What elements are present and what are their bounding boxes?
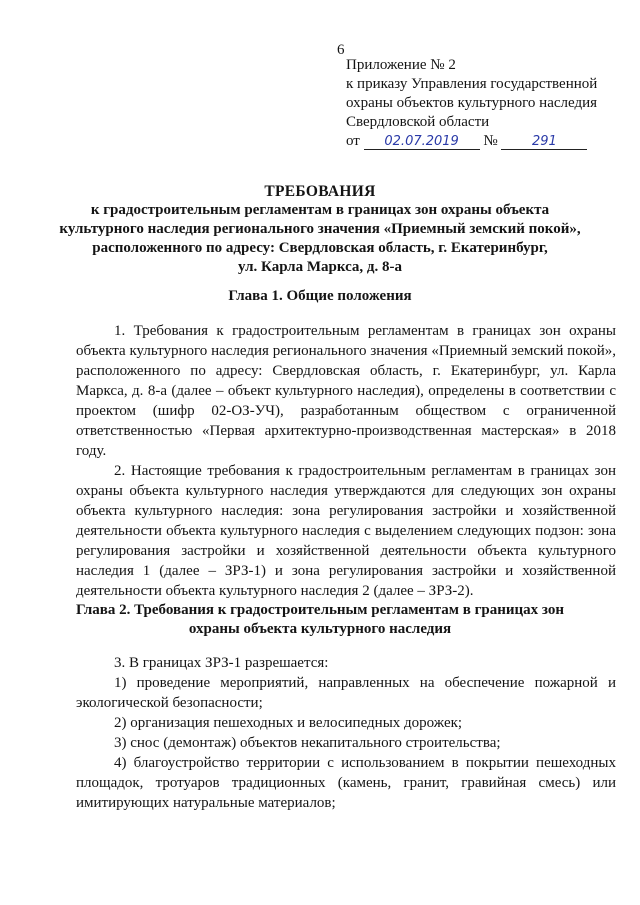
paragraph: 3. В границах ЗРЗ-1 разрешается: xyxy=(114,655,329,671)
number-prefix: № xyxy=(483,133,498,149)
title-line: к градостроительным регламентам в границах зон охраны объекта xyxy=(90,202,550,218)
title-line: ТРЕБОВАНИЯ xyxy=(264,183,376,200)
appendix-line: охраны объектов культурного наследия xyxy=(346,95,598,111)
heading-line: охраны объекта культурного наследия xyxy=(188,621,452,637)
chapter-2-body xyxy=(76,653,616,813)
paragraph: 1. Требования к градостроительным регламентам в границах зон охраны объекта культурного наследия регионального значения «Приемный земский покой», расположенного по адресу: Свердловская область, г. Екатеринбург, ул. Карла Маркса, д. 8-а (далее – объект культурного наследия), определены в соответствии с проектом (шифр 02-ОЗ-УЧ), разработанным обществом с ограниченной ответственностью «Первая архитектурно-производственная мастерская» в 2018 году. xyxy=(76,323,616,459)
appendix-header xyxy=(346,56,597,151)
chapter-2-heading xyxy=(60,601,580,639)
title-line: культурного наследия регионального значения «Приемный земский покой», xyxy=(59,221,581,237)
list-item: 3) снос (демонтаж) объектов некапитального строительства; xyxy=(114,735,501,751)
list-item: 1) проведение мероприятий, направленных на обеспечение пожарной и экологической безопасности; xyxy=(76,675,616,711)
paragraph: 2. Настоящие требования к градостроительным регламентам в границах зон охраны объекта культурного наследия утверждаются для следующих зон охраны объекта культурного наследия: зона регулирования застройки и хозяйственной деятельности объекта культурного наследия с выделением следующих подзон: зона регулирования застройки и хозяйственной деятельности объекта культурного наследия 1 (далее – ЗРЗ-1) и зона регулирования застройки и хозяйственной деятельности объекта культурного наследия 2 (далее – ЗРЗ-2). xyxy=(76,463,616,599)
chapter-1-body xyxy=(76,321,616,601)
appendix-date-line xyxy=(346,132,597,151)
list-item: 2) организация пешеходных и велосипедных дорожек; xyxy=(114,715,463,731)
page-number: 6 xyxy=(337,42,345,58)
handwritten-number: 291 xyxy=(501,134,587,150)
chapter-1-heading: Глава 1. Общие положения xyxy=(228,288,412,304)
title-line: ул. Карла Маркса, д. 8-а xyxy=(237,259,403,275)
appendix-line: к приказу Управления государственной xyxy=(346,76,598,92)
handwritten-date: 02.07.2019 xyxy=(364,134,480,150)
date-prefix: от xyxy=(346,133,360,149)
appendix-line: Приложение № 2 xyxy=(346,57,456,73)
document-title xyxy=(50,182,590,277)
heading-line: Глава 2. Требования к градостроительным регламентам в границах зон xyxy=(75,602,565,618)
appendix-line: Свердловской области xyxy=(346,114,490,130)
list-item: 4) благоустройство территории с использованием в покрытии пешеходных площадок, тротуаров традиционных (камень, гранит, гравийная смесь) или имитирующих натуральные материалов; xyxy=(76,755,616,811)
title-line: расположенного по адресу: Свердловская область, г. Екатеринбург, xyxy=(92,240,548,256)
